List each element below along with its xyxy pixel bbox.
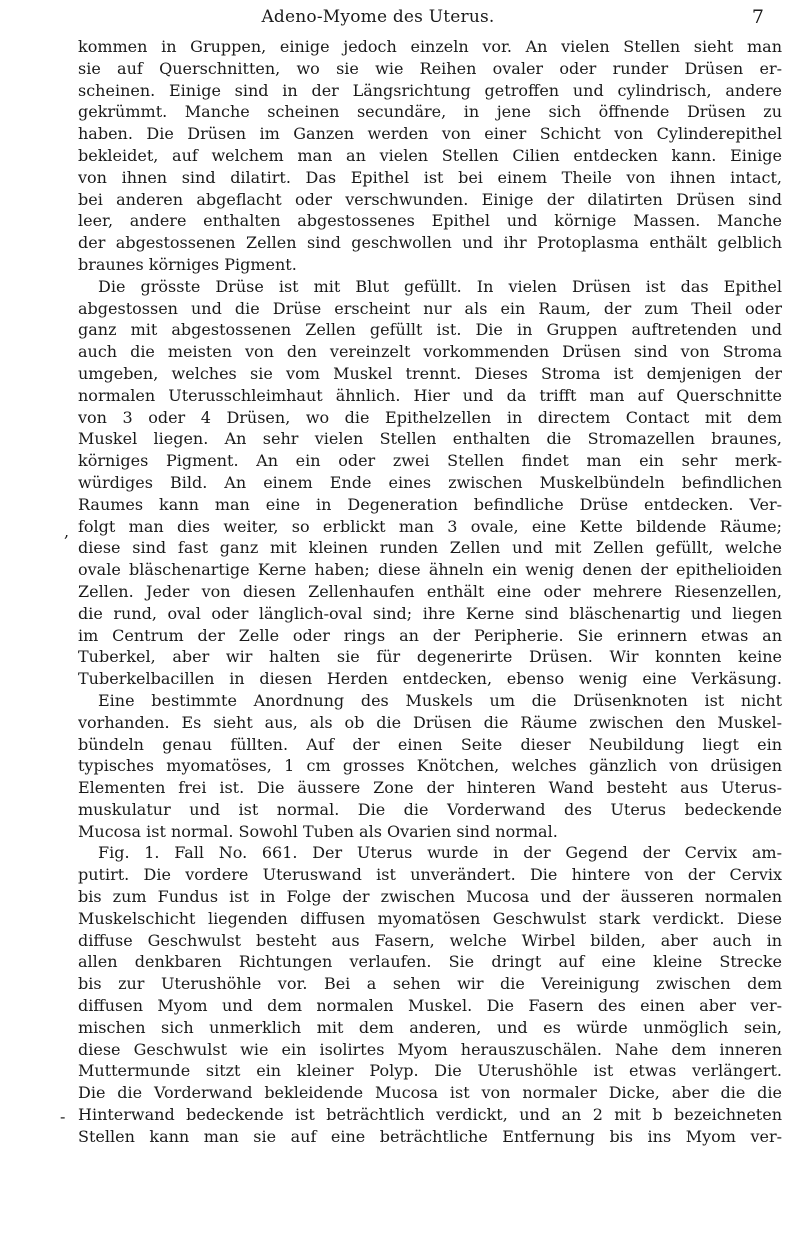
text-line: Hinterwand bedeckende ist beträchtlich verdickt, und an 2 mit b bezeichneten	[78, 1105, 782, 1125]
text-line: bündeln genau füllten. Auf der einen Seite dieser Neubildung liegt ein	[78, 734, 782, 754]
text-line: putirt. Die vordere Uteruswand ist unverändert. Die hintere von der Cervix	[78, 865, 782, 885]
text-line: gekrümmt. Manche scheinen secundäre, in jene sich öffnende Drüsen zu	[78, 102, 782, 122]
text-line: braunes körniges Pigment.	[78, 254, 297, 274]
text-line: von ihnen sind dilatirt. Das Epithel ist bei einem Theile von ihnen intact,	[78, 167, 782, 187]
text-line: bekleidet, auf welchem man an vielen Stellen Cilien entdecken kann. Einige	[78, 145, 782, 165]
text-line: auch die meisten von den vereinzelt vorkommenden Drüsen sind von Stroma	[78, 342, 782, 362]
text-line: sie auf Querschnitten, wo sie wie Reihen ovaler oder runder Drüsen er-	[78, 58, 782, 78]
text-line: bis zum Fundus ist in Folge der zwischen Mucosa und der äusseren normalen	[78, 887, 782, 907]
text-line: Elementen frei ist. Die äussere Zone der hinteren Wand besteht aus Uterus-	[78, 778, 782, 798]
running-head	[78, 4, 778, 30]
text-line: diese sind fast ganz mit kleinen runden Zellen und mit Zellen gefüllt, welche	[78, 538, 782, 558]
text-line: mischen sich unmerklich mit dem anderen, und es würde unmöglich sein,	[78, 1017, 782, 1037]
text-line: diffusen Myom und dem normalen Muskel. Die Fasern des einen aber ver-	[78, 996, 782, 1016]
text-line: Muttermunde sitzt ein kleiner Polyp. Die Uterushöhle ist etwas verlängert.	[78, 1061, 782, 1081]
text-line: ovale bläschenartige Kerne haben; diese ähneln ein wenig denen der epithelioiden	[78, 560, 782, 580]
running-title: Adeno-Myome des Uterus.	[261, 7, 495, 27]
text-line: Muskelschicht liegenden diffusen myomatösen Geschwulst stark verdickt. Diese	[78, 908, 782, 928]
text-line: von 3 oder 4 Drüsen, wo die Epithelzellen in directem Contact mit dem	[78, 407, 782, 427]
text-line: die rund, oval oder länglich-oval sind; ihre Kerne sind bläschenartig und liegen	[78, 603, 782, 623]
text-line: Raumes kann man eine in Degeneration befindliche Drüse entdecken. Ver-	[78, 494, 782, 514]
text-line: umgeben, welches sie vom Muskel trennt. Dieses Stroma ist demjenigen der	[78, 363, 782, 383]
text-line: Stellen kann man sie auf eine beträchtliche Entfernung bis ins Myom ver-	[78, 1126, 782, 1146]
text-line: haben. Die Drüsen im Ganzen werden von einer Schicht von Cylinderepithel	[78, 124, 782, 144]
text-line: vorhanden. Es sieht aus, als ob die Drüsen die Räume zwischen den Muskel-	[78, 712, 782, 732]
text-line: Tuberkelbacillen in diesen Herden entdecken, ebenso wenig eine Verkäsung.	[78, 669, 782, 689]
text-line: muskulatur und ist normal. Die die Vorderwand des Uterus bedeckende	[78, 799, 782, 819]
text-line: ganz mit abgestossenen Zellen gefüllt ist. Die in Gruppen auftretenden und	[78, 320, 782, 340]
text-line	[78, 1148, 782, 1170]
text-line: typisches myomatöses, 1 cm grosses Knötchen, welches gänzlich von drüsigen	[78, 756, 782, 776]
text-line: scheinen. Einige sind in der Längsrichtung getroffen und cylindrisch, andere	[78, 80, 782, 100]
margin-mark: ,	[64, 522, 70, 541]
text-line: Zellen. Jeder von diesen Zellenhaufen enthält eine oder mehrere Riesenzellen,	[78, 581, 782, 601]
text-line: Muskel liegen. An sehr vielen Stellen enthalten die Stromazellen braunes,	[78, 429, 782, 449]
text-line: körniges Pigment. An ein oder zwei Stellen findet man ein sehr merk-	[78, 451, 782, 471]
text-line: leer, andere enthalten abgestossenes Epithel und körnige Massen. Manche	[78, 211, 782, 231]
text-line: kommen in Gruppen, einige jedoch einzeln vor. An vielen Stellen sieht man	[78, 37, 782, 56]
text-line: abgestossen und die Drüse erscheint nur als ein Raum, der zum Theil oder	[78, 298, 782, 318]
margin-mark: -	[60, 1107, 66, 1126]
text-line: bis zur Uterushöhle vor. Bei a sehen wir die Vereinigung zwischen dem	[78, 974, 782, 994]
text-line: im Centrum der Zelle oder rings an der Peripherie. Sie erinnern etwas an	[78, 625, 782, 645]
page-number: 7	[751, 6, 764, 28]
text-line: Eine bestimmte Anordnung des Muskels um die Drüsenknoten ist nicht	[98, 690, 782, 710]
text-line: normalen Uterusschleimhaut ähnlich. Hier und da trifft man auf Querschnitte	[78, 385, 782, 405]
text-line: Die die Vorderwand bekleidende Mucosa ist von normaler Dicke, aber die die	[78, 1083, 782, 1103]
text-line: Die grösste Drüse ist mit Blut gefüllt. In vielen Drüsen ist das Epithel	[98, 276, 782, 296]
text-line: folgt man dies weiter, so erblickt man 3 ovale, eine Kette bildende Räume;	[78, 516, 782, 536]
body-text	[78, 36, 782, 1169]
text-line: der abgestossenen Zellen sind geschwollen und ihr Protoplasma enthält gelblich	[78, 233, 782, 253]
text-line: würdiges Bild. An einem Ende eines zwischen Muskelbündeln befindlichen	[78, 472, 782, 492]
text-line: Fig. 1. Fall No. 661. Der Uterus wurde in der Gegend der Cervix am-	[98, 843, 782, 863]
text-line: Mucosa ist normal. Sowohl Tuben als Ovarien sind normal.	[78, 821, 558, 841]
text-line: Tuberkel, aber wir halten sie für degenerirte Drüsen. Wir konnten keine	[78, 647, 782, 667]
text-line: diffuse Geschwulst besteht aus Fasern, welche Wirbel bilden, aber auch in	[78, 930, 782, 950]
text-line: diese Geschwulst wie ein isolirtes Myom herauszuschälen. Nahe dem inneren	[78, 1039, 782, 1059]
text-line: bei anderen abgeflacht oder verschwunden. Einige der dilatirten Drüsen sind	[78, 189, 782, 209]
text-line: allen denkbaren Richtungen verlaufen. Sie dringt auf eine kleine Strecke	[78, 952, 782, 972]
